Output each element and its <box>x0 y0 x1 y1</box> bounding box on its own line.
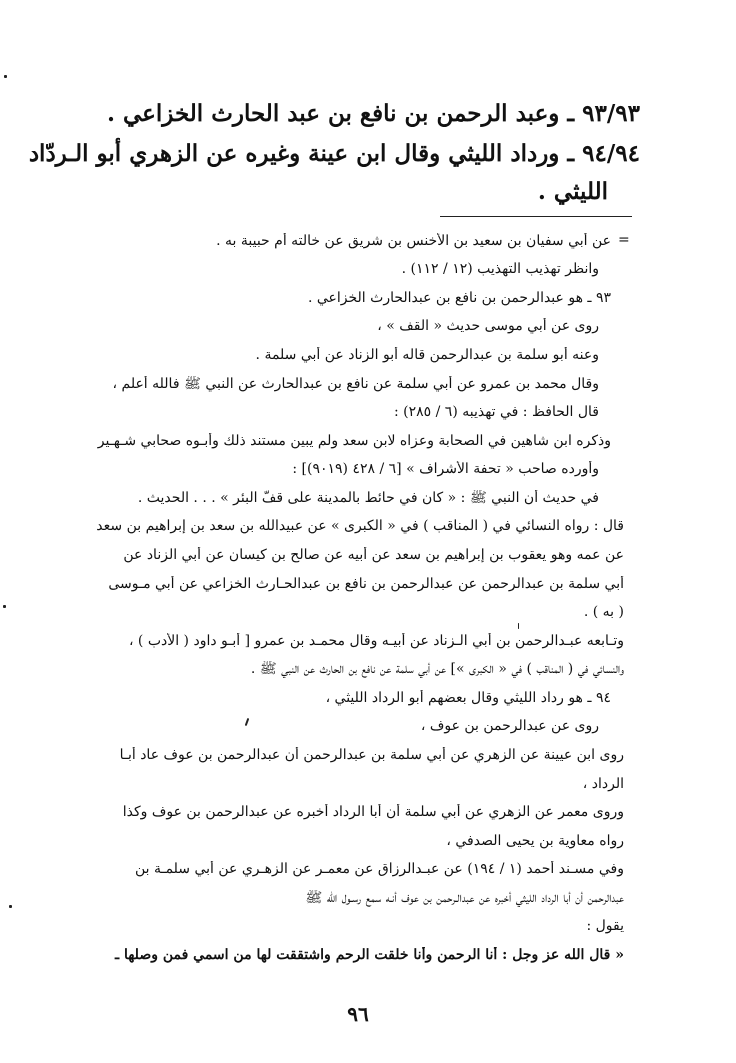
footnote-line: قال الحافظ : في تهذيبه (٦ / ٢٨٥) : <box>393 404 599 420</box>
footnote-line: ٩٤ ـ هو رداد الليثي وقال بعضهم أبو الرداد الليثي ، <box>325 690 611 706</box>
scan-speck <box>4 75 7 78</box>
footnote-line: ( به ) . <box>583 604 624 620</box>
scan-speck <box>3 605 6 608</box>
footnote-line: عن عمه وهو يعقوب بن إبراهيم بن سعد عن أبيه عن صالح بن كيسان عن أبي الزناد عن <box>123 547 624 563</box>
footnote-line: وعنه أبو سلمة بن عبدالرحمن قاله أبو الزناد عن أبي سلمة . <box>255 347 599 363</box>
footnote-line: وروى معمر عن الزهري عن أبي سلمة أن أبا الرداد أخبره عن عبدالرحمن بن عوف وكذا <box>122 804 624 820</box>
scan-speck <box>9 905 12 908</box>
footnote-line: وقال محمد بن عمرو عن أبي سلمة عن نافع بن عبدالحارث عن النبي ﷺ فالله أعلم ، <box>112 376 599 392</box>
footnote-line: وتـابعه عبـدالرحمن بن أبي الـزناد عن أبيـه وقال محمـد بن عمرو [ أبـو داود ( الأدب ) ، <box>128 633 624 649</box>
main-entry-93: ٩٣/٩٣ ـ وعبد الرحمن بن نافع بن عبد الحارث الخزاعي . <box>106 100 640 127</box>
footnote-line: وفي مسـند أحمد (١ / ١٩٤) عن عبـدالرزاق عن معمـر عن الزهـري عن أبي سلمـة بن <box>134 861 624 877</box>
footnote-line: يقول : <box>586 918 624 934</box>
main-entry-94: ٩٤/٩٤ ـ ورداد الليثي وقال ابن عينة وغيره عن الزهري أبو الـردّاد <box>28 140 640 167</box>
main-entry-94-continuation: الليثي . <box>537 178 608 205</box>
scan-speck <box>518 623 519 629</box>
footnote-line: عبدالرحمن أن أبا الرداد الليثي أخبره عن عبدالـرحمن بن عوف أنـه سمع رسـول الله ﷺ <box>305 890 624 906</box>
footnote-line-hadith-quote: « قال الله عز وجل : أنا الرحمن وأنا خلقت الرحم واشتققت لها من اسمي فمن وصلها ـ <box>114 947 624 963</box>
footnote-line: الرداد ، <box>582 776 624 792</box>
footnote-line: روى ابن عيينة عن الزهري عن أبي سلمة بن عبدالرحمن أن عبدالرحمن بن عوف عاد أبـا <box>119 747 624 763</box>
footnote-line: وذكره ابن شاهين في الصحابة وعزاه لابن سعد ولم يبين مستند ذلك وأبـوه صحابي شـهـير <box>97 433 611 449</box>
footnote-line: وأورده صاحب « تحفة الأشراف » [٦ / ٤٢٨ (٩٠١٩)] : <box>292 461 599 477</box>
footnote-line: في حديث أن النبي ﷺ : « كان في حائط بالمدينة على قفّ البئر » . . . الحديث . <box>137 490 599 506</box>
footnote-line: روى عن عبدالرحمن بن عوف ، <box>420 718 599 734</box>
footnote-line: ٩٣ ـ هو عبدالرحمن بن نافع بن عبدالحارث الخزاعي . <box>307 290 611 306</box>
footnote-line: قال : رواه النسائي في ( المناقب ) في « الكبرى » عن عبيدالله بن سعد بن إبراهيم بن سعد <box>96 518 624 534</box>
footnote-line: وانظر تهذيب التهذيب (١٢ / ١١٢) . <box>401 261 599 277</box>
footnote-continuation-marker: = <box>618 232 630 248</box>
footnote-line: والنسائي في ( المناقب ) في « الكبرى »] عن أبي سلمة عن نافع بن الحارث عن النبي ﷺ . <box>250 661 624 677</box>
footnote-line: عن أبي سفيان بن سعيد بن الأخنس بن شريق عن خالته أم حبيبة به . <box>216 233 611 249</box>
footnote-separator <box>440 216 632 217</box>
footnote-line: أبي سلمة بن عبدالرحمن عن عبدالرحمن بن نافع بن عبدالحـارث الخزاعي عن أبي مـوسى <box>108 576 624 592</box>
footnote-line: رواه معاوية بن يحيى الصدفي ، <box>446 833 624 849</box>
page-number: ٩٦ <box>347 1002 369 1026</box>
footnote-line: روى عن أبي موسى حديث « القف » ، <box>377 318 599 334</box>
